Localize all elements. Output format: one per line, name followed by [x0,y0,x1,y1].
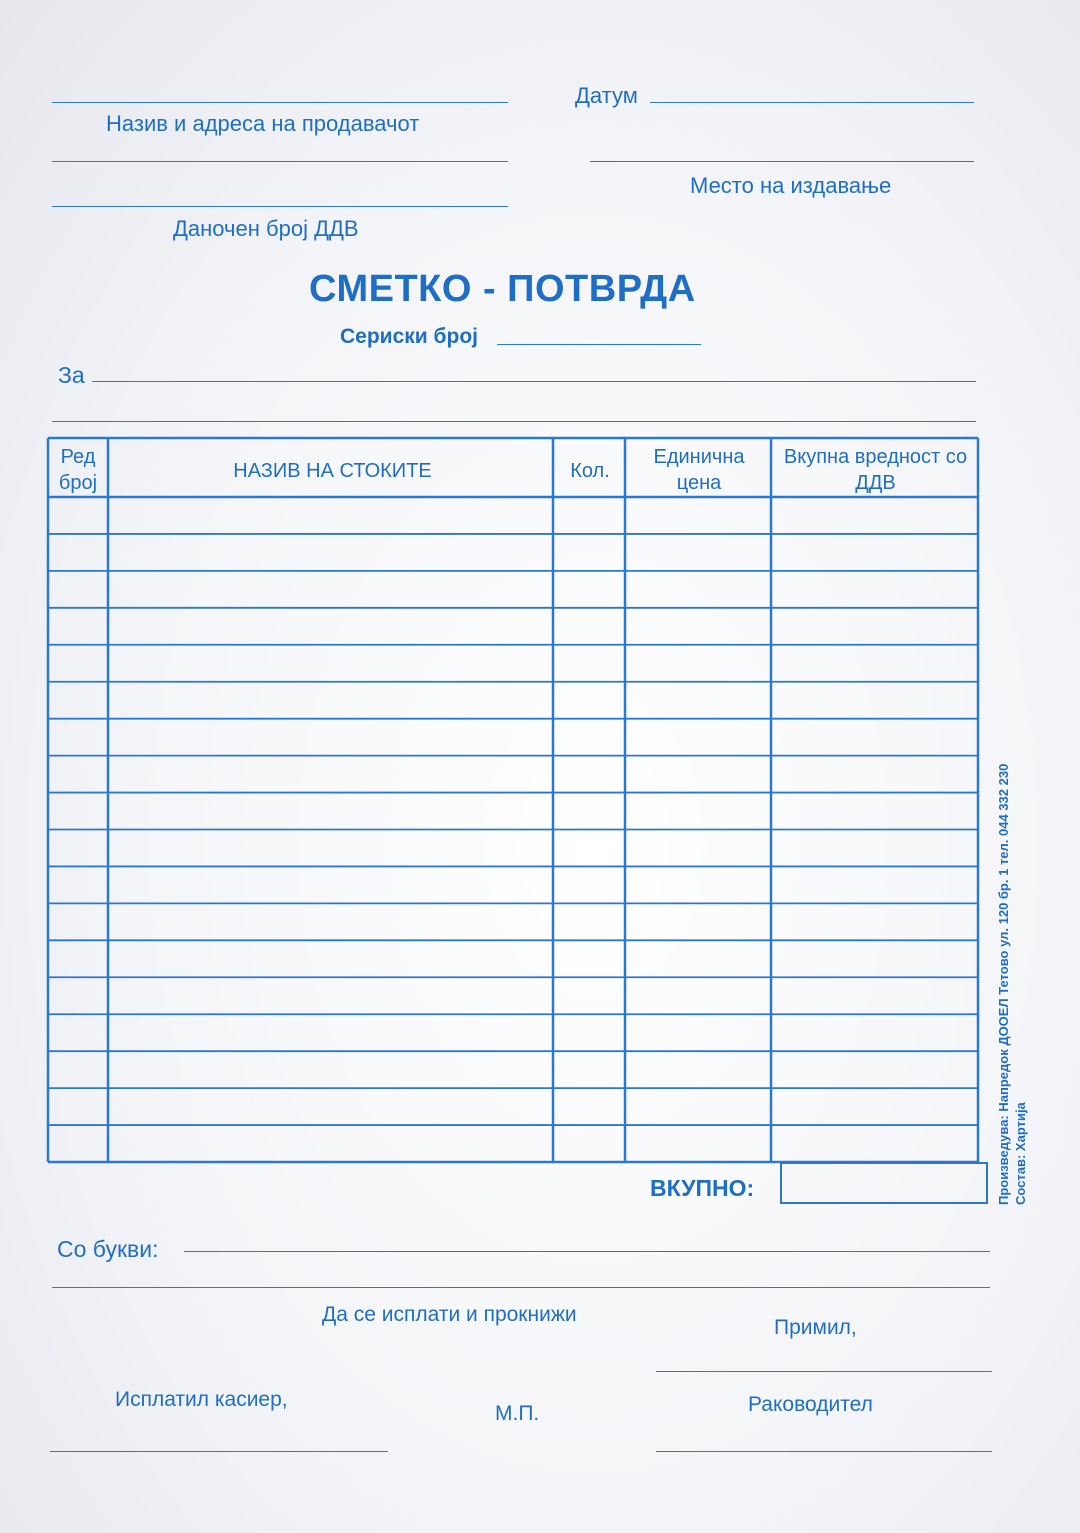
total-value-box[interactable] [780,1162,988,1204]
for-label: За [58,362,85,388]
manager-signature-line[interactable] [656,1451,992,1452]
received-label: Примил, [774,1316,857,1339]
place-of-issue-label: Место на издавање [690,173,892,198]
cashier-paid-label: Исплатил касиер, [115,1388,288,1411]
in-words-line-2[interactable] [52,1287,990,1288]
in-words-line-1[interactable] [184,1251,990,1252]
header-total-value-vat: Вкупна вредност со ДДВ [783,446,968,494]
composition-imprint: Состав: Хартија [1013,1102,1028,1205]
total-label: ВКУПНО: [650,1175,755,1201]
in-words-label: Со букви: [57,1236,159,1262]
seller-name-address-label: Назив и адреса на продавачот [106,111,420,136]
stamp-label: М.П. [495,1402,540,1425]
producer-imprint: Произведува: Напредок ДООЕЛ Тетово ул. 120 бр. 1 тел. 044 332 230 [996,763,1011,1205]
tax-number-label: Даночен број ДДВ [173,216,359,241]
header-goods-name: НАЗИВ НА СТОКИТЕ [233,460,432,482]
document-title: СМЕТКО - ПОТВРДА [309,268,696,310]
manager-label: Раководител [748,1393,873,1416]
received-signature-line[interactable] [656,1371,992,1372]
header-unit-price: Единична цена [653,446,745,494]
cashier-signature-line[interactable] [50,1451,388,1452]
pay-and-book-label: Да се исплати и прокнижи [322,1303,577,1326]
header-quantity: Кол. [570,460,610,482]
header-row-number: Ред број [58,446,98,494]
serial-number-label: Сериски број [340,325,478,348]
date-label: Датум [575,83,638,108]
